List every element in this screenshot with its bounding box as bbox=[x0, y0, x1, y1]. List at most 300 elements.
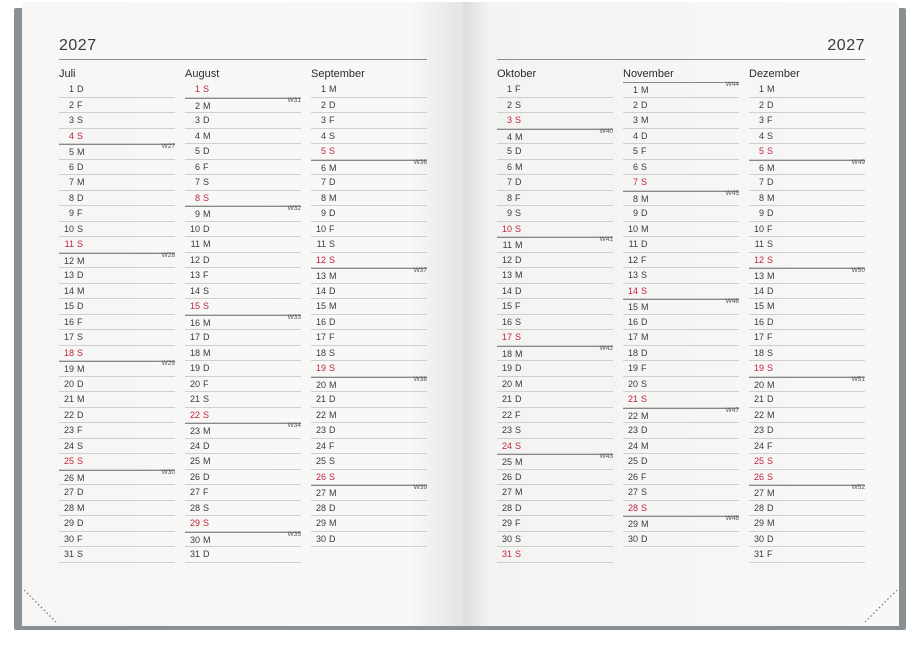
weekday-letter: D bbox=[203, 549, 210, 559]
weekday-letter: F bbox=[641, 146, 647, 156]
month-name: November bbox=[623, 68, 674, 80]
weekday-letter: S bbox=[515, 440, 522, 451]
day-row bbox=[311, 299, 427, 315]
weekday-letter: M bbox=[641, 440, 649, 451]
day-row bbox=[59, 253, 175, 269]
day-number: 30 bbox=[315, 533, 326, 544]
day-row bbox=[185, 237, 301, 253]
day-number: 19 bbox=[627, 363, 638, 373]
day-row bbox=[623, 206, 739, 222]
weekday-letter: F bbox=[767, 332, 773, 342]
day-row bbox=[497, 532, 613, 548]
day-number: 13 bbox=[315, 271, 326, 281]
weekday-letter: D bbox=[329, 285, 336, 296]
weekday-letter: F bbox=[641, 254, 647, 265]
day-number: 28 bbox=[501, 502, 512, 513]
weekday-letter: F bbox=[203, 378, 209, 389]
weekday-letter: S bbox=[515, 332, 522, 342]
day-number: 30 bbox=[63, 533, 74, 544]
day-number: 3 bbox=[632, 115, 638, 125]
day-row bbox=[185, 392, 301, 408]
weekday-letter: F bbox=[641, 363, 647, 373]
day-number: 21 bbox=[501, 394, 512, 404]
day-row bbox=[185, 315, 301, 331]
day-row bbox=[311, 284, 427, 300]
day-number: 6 bbox=[194, 161, 200, 172]
day-row bbox=[623, 284, 739, 300]
day-row bbox=[311, 377, 427, 393]
day-row bbox=[497, 485, 613, 501]
day-row bbox=[311, 315, 427, 331]
day-number: 10 bbox=[63, 223, 74, 234]
day-number: 29 bbox=[189, 518, 200, 528]
day-row bbox=[311, 392, 427, 408]
day-number: 19 bbox=[63, 364, 74, 374]
day-row bbox=[497, 501, 613, 517]
day-row bbox=[497, 98, 613, 114]
weekday-letter: D bbox=[77, 518, 84, 528]
day-number: 4 bbox=[506, 131, 512, 142]
day-number: 5 bbox=[506, 146, 512, 156]
day-number: 15 bbox=[315, 301, 326, 311]
day-number: 15 bbox=[627, 302, 638, 312]
day-row bbox=[59, 392, 175, 408]
day-number: 17 bbox=[315, 332, 326, 342]
day-number: 16 bbox=[315, 316, 326, 327]
day-number: 8 bbox=[506, 192, 512, 203]
day-number: 3 bbox=[506, 115, 512, 125]
weekday-letter: D bbox=[767, 208, 774, 218]
weekday-letter: D bbox=[203, 363, 210, 373]
day-row bbox=[59, 361, 175, 377]
day-row bbox=[497, 284, 613, 300]
weekday-letter: S bbox=[77, 549, 84, 559]
day-row bbox=[749, 470, 865, 486]
day-row bbox=[59, 98, 175, 114]
day-number: 23 bbox=[501, 425, 512, 435]
day-row bbox=[59, 191, 175, 207]
day-number: 30 bbox=[627, 533, 638, 544]
day-row bbox=[497, 160, 613, 176]
day-number: 9 bbox=[194, 209, 200, 219]
week-number: W43 bbox=[599, 453, 613, 460]
day-row bbox=[311, 485, 427, 501]
weekday-letter: D bbox=[641, 533, 648, 544]
day-number: 18 bbox=[753, 347, 764, 358]
day-number: 8 bbox=[194, 192, 200, 203]
day-row bbox=[623, 470, 739, 486]
weekday-letter: M bbox=[515, 378, 523, 389]
day-number: 23 bbox=[63, 425, 74, 435]
day-row bbox=[623, 361, 739, 377]
weekday-letter: F bbox=[329, 223, 335, 234]
day-number: 13 bbox=[501, 270, 512, 280]
day-number: 29 bbox=[315, 518, 326, 528]
day-row bbox=[311, 501, 427, 517]
week-number: W27 bbox=[161, 143, 175, 150]
day-number: 14 bbox=[189, 285, 200, 296]
day-row bbox=[497, 206, 613, 222]
day-row bbox=[623, 175, 739, 191]
day-number: 1 bbox=[320, 84, 326, 94]
day-number: 2 bbox=[506, 99, 512, 110]
weekday-letter: D bbox=[767, 177, 774, 187]
weekday-letter: S bbox=[641, 487, 648, 497]
day-number: 26 bbox=[189, 471, 200, 482]
weekday-letter: F bbox=[767, 223, 773, 234]
day-row bbox=[59, 454, 175, 470]
day-row bbox=[749, 501, 865, 517]
day-number: 5 bbox=[632, 146, 638, 156]
weekday-letter: M bbox=[329, 84, 337, 94]
month-column bbox=[185, 66, 301, 563]
day-row bbox=[623, 330, 739, 346]
weekday-letter: F bbox=[767, 440, 773, 451]
day-row bbox=[185, 160, 301, 176]
day-number: 24 bbox=[189, 440, 200, 451]
weekday-letter: F bbox=[515, 301, 521, 311]
day-row bbox=[311, 330, 427, 346]
day-number: 21 bbox=[627, 394, 638, 404]
weekday-letter: M bbox=[203, 534, 211, 545]
day-number: 13 bbox=[627, 270, 638, 280]
day-row bbox=[311, 129, 427, 145]
day-number: 7 bbox=[632, 177, 638, 187]
weekday-letter: S bbox=[641, 270, 648, 280]
day-row bbox=[311, 175, 427, 191]
day-number: 27 bbox=[753, 488, 764, 498]
day-number: 20 bbox=[501, 378, 512, 389]
day-row bbox=[311, 253, 427, 269]
weekday-letter: S bbox=[767, 471, 774, 482]
day-number: 25 bbox=[315, 456, 326, 466]
day-row bbox=[185, 113, 301, 129]
day-number: 20 bbox=[627, 378, 638, 389]
day-row bbox=[497, 454, 613, 470]
weekday-letter: S bbox=[203, 177, 210, 187]
weekday-letter: S bbox=[767, 239, 774, 249]
day-row bbox=[311, 532, 427, 548]
day-row bbox=[497, 392, 613, 408]
day-row bbox=[59, 547, 175, 563]
day-row bbox=[185, 454, 301, 470]
day-row bbox=[749, 113, 865, 129]
month-column bbox=[623, 66, 739, 547]
day-number: 15 bbox=[63, 301, 74, 311]
day-row bbox=[311, 222, 427, 238]
weekday-letter: D bbox=[329, 394, 336, 404]
weekday-letter: S bbox=[515, 208, 522, 218]
day-row bbox=[497, 222, 613, 238]
weekday-letter: M bbox=[641, 332, 649, 342]
day-number: 1 bbox=[758, 84, 764, 94]
day-number: 2 bbox=[68, 99, 74, 110]
weekday-letter: D bbox=[203, 115, 210, 125]
week-number: W51 bbox=[851, 375, 865, 383]
day-row bbox=[497, 175, 613, 191]
day-number: 3 bbox=[68, 115, 74, 125]
weekday-letter: M bbox=[515, 270, 523, 280]
weekday-letter: S bbox=[203, 394, 210, 404]
day-row bbox=[59, 516, 175, 532]
weekday-letter: D bbox=[77, 487, 84, 497]
day-row bbox=[749, 284, 865, 300]
week-number: W33 bbox=[287, 313, 301, 321]
weekday-letter: M bbox=[77, 502, 85, 513]
day-row bbox=[185, 485, 301, 501]
day-row bbox=[311, 439, 427, 455]
day-number: 17 bbox=[501, 332, 512, 342]
day-row bbox=[749, 361, 865, 377]
day-number: 11 bbox=[64, 239, 74, 249]
day-row bbox=[749, 98, 865, 114]
day-number: 12 bbox=[189, 254, 200, 265]
day-number: 10 bbox=[501, 223, 512, 234]
day-row bbox=[497, 516, 613, 532]
weekday-letter: M bbox=[329, 379, 337, 390]
week-number: W47 bbox=[725, 406, 739, 414]
day-number: 23 bbox=[189, 426, 200, 436]
day-row bbox=[59, 346, 175, 362]
day-row bbox=[311, 113, 427, 129]
day-row bbox=[623, 144, 739, 160]
day-number: 16 bbox=[501, 316, 512, 327]
weekday-letter: D bbox=[641, 130, 648, 141]
month-column bbox=[749, 66, 865, 563]
day-number: 6 bbox=[320, 162, 326, 173]
weekday-letter: D bbox=[329, 316, 336, 327]
day-number: 8 bbox=[758, 192, 764, 203]
week-number: W44 bbox=[725, 81, 739, 88]
day-row bbox=[185, 206, 301, 222]
day-row bbox=[749, 392, 865, 408]
day-number: 10 bbox=[189, 223, 200, 234]
month-column bbox=[311, 66, 427, 547]
month-name: August bbox=[185, 68, 220, 80]
day-row bbox=[749, 222, 865, 238]
day-row bbox=[497, 129, 613, 145]
day-number: 9 bbox=[506, 208, 512, 218]
weekday-letter: M bbox=[329, 271, 337, 281]
day-row bbox=[749, 191, 865, 207]
day-row bbox=[497, 470, 613, 486]
day-number: 23 bbox=[315, 425, 326, 435]
day-number: 26 bbox=[627, 471, 638, 482]
day-number: 24 bbox=[627, 440, 638, 451]
weekday-letter: S bbox=[329, 146, 336, 156]
weekday-letter: S bbox=[641, 177, 648, 187]
weekday-letter: S bbox=[767, 146, 774, 156]
weekday-letter: D bbox=[515, 363, 522, 373]
day-number: 21 bbox=[63, 394, 74, 404]
week-number: W32 bbox=[287, 205, 301, 212]
weekday-letter: F bbox=[203, 487, 209, 497]
month-name: Dezember bbox=[749, 68, 800, 80]
day-number: 14 bbox=[501, 285, 512, 296]
day-row bbox=[749, 346, 865, 362]
weekday-letter: S bbox=[203, 285, 210, 296]
weekday-letter: M bbox=[641, 193, 649, 204]
day-row bbox=[185, 222, 301, 238]
week-number: W40 bbox=[599, 127, 613, 135]
day-row bbox=[623, 516, 739, 532]
day-number: 5 bbox=[758, 146, 764, 156]
weekday-letter: D bbox=[203, 332, 210, 342]
day-row bbox=[59, 222, 175, 238]
week-number: W36 bbox=[413, 158, 427, 166]
day-row bbox=[185, 361, 301, 377]
week-number: W46 bbox=[725, 298, 739, 305]
weekday-letter: M bbox=[641, 223, 649, 234]
day-number: 27 bbox=[189, 487, 200, 497]
day-row bbox=[185, 175, 301, 191]
weekday-letter: S bbox=[77, 223, 84, 234]
weekday-letter: S bbox=[77, 332, 84, 342]
day-number: 2 bbox=[320, 99, 326, 110]
month-column bbox=[497, 66, 613, 563]
corner-dots-right bbox=[863, 588, 899, 624]
day-number: 31 bbox=[501, 549, 512, 559]
day-row bbox=[185, 268, 301, 284]
weekday-letter: M bbox=[77, 255, 85, 266]
day-number: 5 bbox=[194, 146, 200, 156]
weekday-letter: F bbox=[767, 549, 773, 559]
day-row bbox=[749, 516, 865, 532]
day-row bbox=[185, 191, 301, 207]
day-number: 25 bbox=[753, 456, 764, 466]
day-number: 12 bbox=[627, 254, 638, 265]
day-row bbox=[185, 330, 301, 346]
day-row bbox=[59, 330, 175, 346]
day-number: 16 bbox=[63, 316, 74, 327]
weekday-letter: D bbox=[77, 192, 84, 203]
day-number: 3 bbox=[758, 115, 764, 125]
day-number: 17 bbox=[627, 332, 638, 342]
day-number: 9 bbox=[758, 208, 764, 218]
day-row bbox=[59, 299, 175, 315]
day-row bbox=[311, 470, 427, 486]
day-row bbox=[59, 206, 175, 222]
weekday-letter: M bbox=[515, 131, 523, 142]
day-row bbox=[59, 160, 175, 176]
day-number: 6 bbox=[506, 161, 512, 172]
day-row bbox=[185, 532, 301, 548]
day-row bbox=[311, 346, 427, 362]
day-number: 2 bbox=[194, 100, 200, 111]
day-row bbox=[185, 129, 301, 145]
weekday-letter: D bbox=[767, 394, 774, 404]
day-row bbox=[311, 423, 427, 439]
weekday-letter: F bbox=[515, 84, 521, 94]
weekday-letter: D bbox=[641, 425, 648, 435]
weekday-letter: D bbox=[767, 425, 774, 435]
weekday-letter: D bbox=[329, 533, 336, 544]
weekday-letter: M bbox=[77, 394, 85, 404]
weekday-letter: M bbox=[329, 488, 337, 498]
weekday-letter: M bbox=[203, 317, 211, 328]
day-row bbox=[59, 377, 175, 393]
day-number: 15 bbox=[501, 301, 512, 311]
day-number: 8 bbox=[632, 193, 638, 204]
day-row bbox=[59, 237, 175, 253]
weekday-letter: S bbox=[767, 363, 774, 373]
day-number: 24 bbox=[501, 440, 512, 451]
day-number: 24 bbox=[63, 440, 74, 451]
day-number: 12 bbox=[315, 254, 326, 265]
day-row bbox=[749, 237, 865, 253]
day-number: 7 bbox=[758, 177, 764, 187]
weekday-letter: D bbox=[767, 533, 774, 544]
week-number: W38 bbox=[413, 375, 427, 383]
day-number: 19 bbox=[189, 363, 200, 373]
day-row bbox=[497, 423, 613, 439]
day-row bbox=[311, 268, 427, 284]
weekday-letter: D bbox=[767, 285, 774, 296]
day-number: 22 bbox=[315, 409, 326, 420]
day-row bbox=[623, 191, 739, 207]
day-row bbox=[311, 206, 427, 222]
day-number: 10 bbox=[753, 223, 764, 234]
day-row bbox=[497, 330, 613, 346]
day-number: 4 bbox=[632, 130, 638, 141]
week-number: W49 bbox=[851, 158, 865, 166]
day-row bbox=[749, 144, 865, 160]
day-number: 30 bbox=[189, 534, 200, 545]
day-number: 19 bbox=[753, 363, 764, 373]
day-number: 27 bbox=[501, 487, 512, 497]
weekday-letter: M bbox=[329, 162, 337, 173]
weekday-letter: D bbox=[641, 347, 648, 358]
day-row bbox=[749, 532, 865, 548]
weekday-letter: D bbox=[641, 99, 648, 110]
weekday-letter: S bbox=[641, 161, 648, 172]
weekday-letter: S bbox=[329, 130, 336, 141]
weekday-letter: S bbox=[329, 471, 336, 482]
weekday-letter: D bbox=[641, 316, 648, 327]
day-row bbox=[623, 439, 739, 455]
day-number: 10 bbox=[315, 223, 326, 234]
day-number: 18 bbox=[501, 348, 512, 359]
day-number: 7 bbox=[506, 177, 512, 187]
weekday-letter: F bbox=[77, 425, 83, 435]
day-row bbox=[497, 253, 613, 269]
day-row bbox=[749, 129, 865, 145]
weekday-letter: S bbox=[329, 239, 336, 249]
day-number: 28 bbox=[753, 502, 764, 513]
day-row bbox=[623, 113, 739, 129]
day-row bbox=[497, 237, 613, 253]
day-row bbox=[497, 144, 613, 160]
weekday-letter: M bbox=[203, 347, 211, 358]
day-row bbox=[185, 408, 301, 424]
weekday-letter: D bbox=[203, 471, 210, 482]
day-number: 28 bbox=[63, 502, 74, 513]
weekday-letter: S bbox=[77, 115, 84, 125]
day-number: 4 bbox=[194, 130, 200, 141]
weekday-letter: M bbox=[77, 364, 85, 374]
weekday-letter: M bbox=[767, 409, 775, 420]
day-number: 22 bbox=[501, 409, 512, 420]
day-row bbox=[59, 423, 175, 439]
day-row bbox=[59, 82, 175, 98]
weekday-letter: S bbox=[641, 502, 648, 513]
weekday-letter: S bbox=[203, 192, 210, 203]
day-row bbox=[59, 175, 175, 191]
day-row bbox=[185, 82, 301, 98]
week-number: W31 bbox=[287, 96, 301, 104]
day-number: 25 bbox=[63, 456, 74, 466]
day-row bbox=[59, 268, 175, 284]
